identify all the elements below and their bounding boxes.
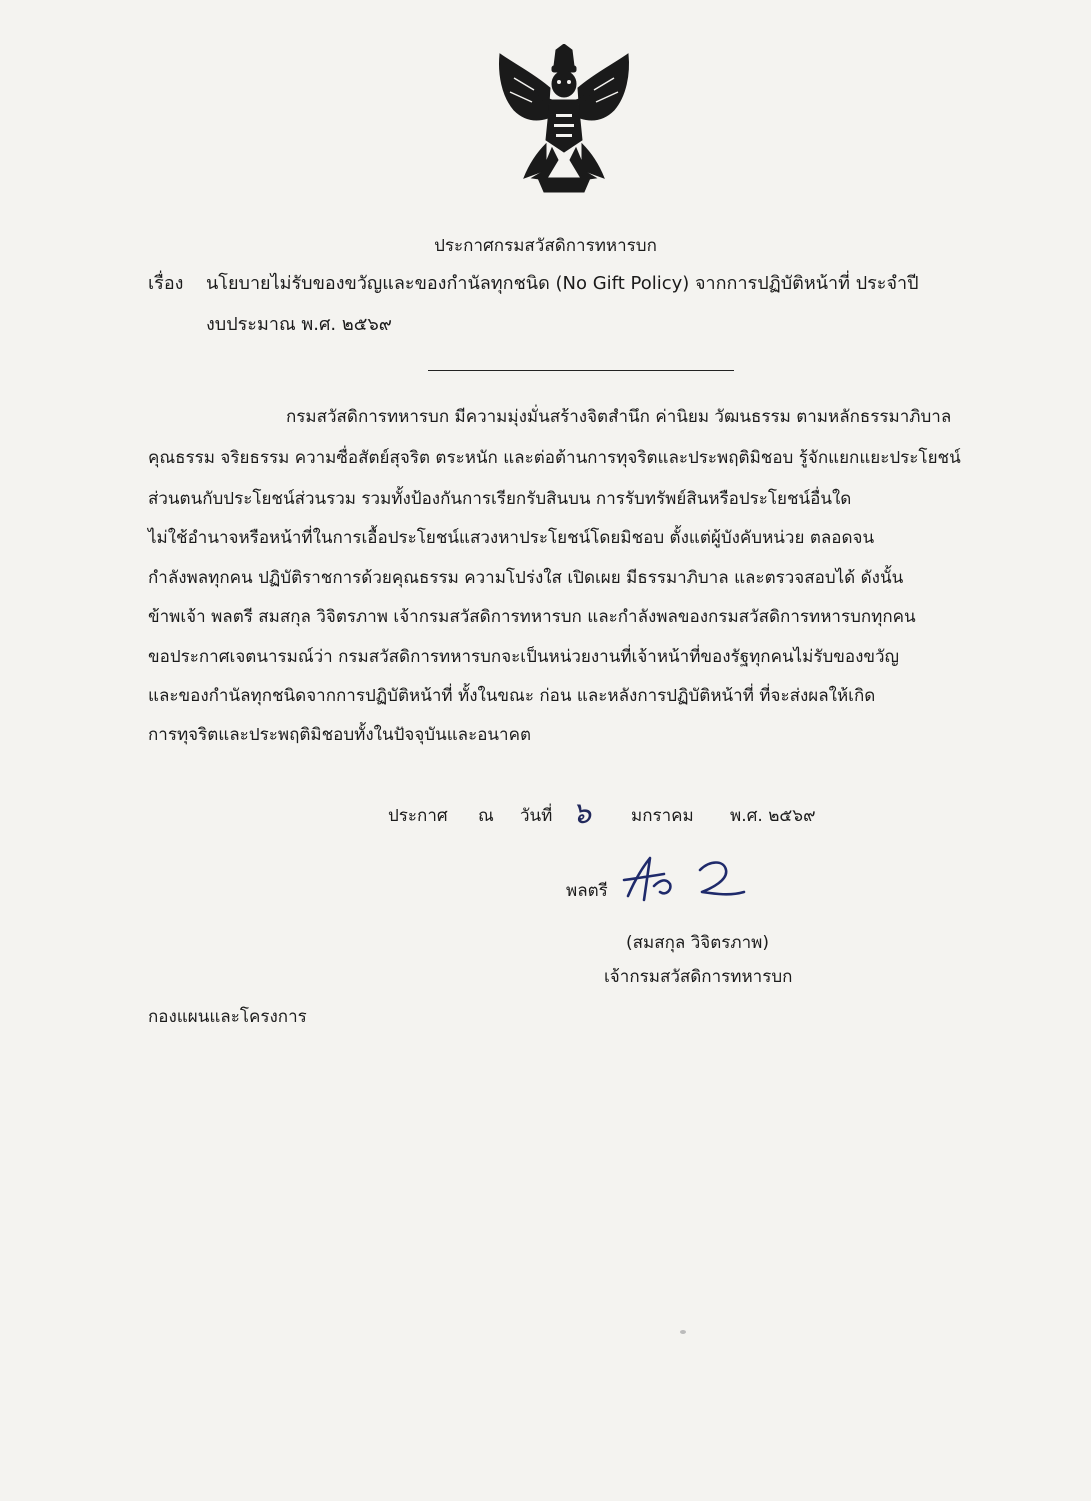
- title-divider: [428, 370, 734, 371]
- signatory-name: (สมสกุล วิจิตรภาพ): [626, 933, 769, 953]
- subject-label: เรื่อง: [148, 273, 184, 294]
- handwritten-signature: [620, 852, 750, 908]
- body-line-4: ไม่ใช้อำนาจหรือหน้าที่ในการเอื้อประโยชน์แสวงหาประโยชน์โดยมิชอบ ตั้งแต่ผู้บังคับหน่วย ตลอดจน: [148, 528, 875, 548]
- announce-month: มกราคม: [631, 806, 694, 826]
- announce-day-handwritten: ๖: [572, 796, 592, 831]
- issuing-unit: กองแผนและโครงการ: [148, 1007, 307, 1027]
- body-line-6: ข้าพเจ้า พลตรี สมสกุล วิจิตรภาพ เจ้ากรมสวัสดิการทหารบก และกำลังพลของกรมสวัสดิการทหารบกทุกคน: [148, 607, 916, 627]
- paper-speck: [680, 1330, 686, 1334]
- body-line-1: กรมสวัสดิการทหารบก มีความมุ่งมั่นสร้างจิตสำนึก ค่านิยม วัฒนธรรม ตามหลักธรรมาภิบาล: [286, 407, 952, 427]
- announce-year: พ.ศ. ๒๕๖๙: [730, 806, 816, 826]
- signature-rank: พลตรี: [566, 881, 608, 901]
- announce-at: ณ: [478, 806, 494, 826]
- subject-line-2: งบประมาณ พ.ศ. ๒๕๖๙: [206, 314, 392, 335]
- subject-line-1: นโยบายไม่รับของขวัญและของกำนัลทุกชนิด (No Gift Policy) จากการปฏิบัติหน้าที่ ประจำปี: [206, 273, 919, 294]
- announce-prefix: ประกาศ: [388, 806, 448, 826]
- body-line-7: ขอประกาศเจตนารมณ์ว่า กรมสวัสดิการทหารบกจะเป็นหน่วยงานที่เจ้าหน้าที่ของรัฐทุกคนไม่รับของขวัญ: [148, 647, 900, 667]
- body-line-5: กำลังพลทุกคน ปฏิบัติราชการด้วยคุณธรรม ความโปร่งใส เปิดเผย มีธรรมาภิบาล และตรวจสอบได้ ดังนั้น: [148, 568, 904, 588]
- body-line-9: การทุจริตและประพฤติมิชอบทั้งในปัจจุบันและอนาคต: [148, 725, 531, 745]
- body-line-3: ส่วนตนกับประโยชน์ส่วนรวม รวมทั้งป้องกันการเรียกรับสินบน การรับทรัพย์สินหรือประโยชน์อื่นใด: [148, 489, 852, 509]
- signatory-position: เจ้ากรมสวัสดิการทหารบก: [604, 967, 793, 987]
- body-line-8: และของกำนัลทุกชนิดจากการปฏิบัติหน้าที่ ทั้งในขณะ ก่อน และหลังการปฏิบัติหน้าที่ ที่จะส่งผลให้เกิด: [148, 686, 876, 706]
- garuda-emblem-icon: [494, 44, 634, 194]
- announcement-title: ประกาศกรมสวัสดิการทหารบก: [434, 236, 657, 256]
- announce-day-label: วันที่: [520, 806, 553, 826]
- body-line-2: คุณธรรม จริยธรรม ความซื่อสัตย์สุจริต ตระหนัก และต่อต้านการทุจริตและประพฤติมิชอบ รู้จักแยกแยะประโยชน์: [148, 448, 961, 468]
